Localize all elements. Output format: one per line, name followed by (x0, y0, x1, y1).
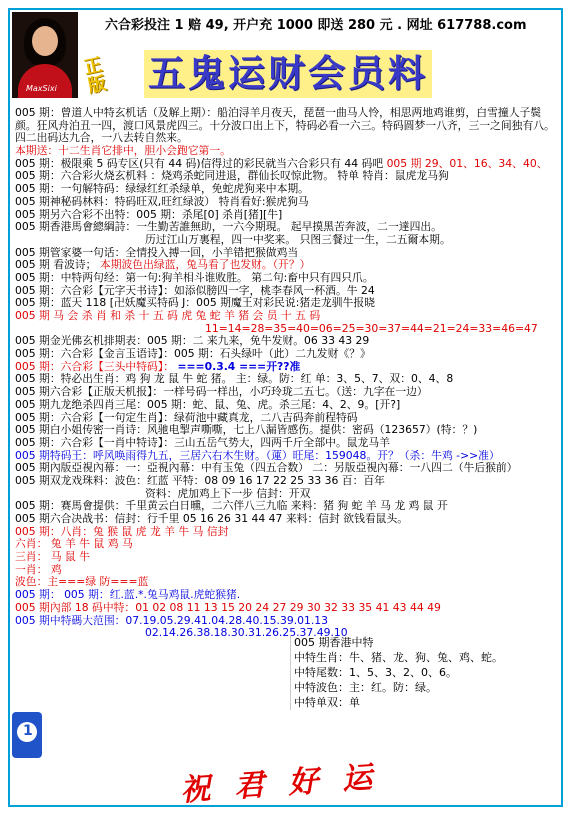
hk-special-box (290, 635, 544, 710)
text-line: 波色：主===绿 防===蓝 (15, 576, 149, 589)
text-line: 005 期九龙绝杀四肖三尾：005 期：蛇、鼠、兔、虎。杀三尾：4、2、9。[开?] (15, 398, 401, 411)
text-line: 005 期：一句解特码：绿绿红红杀绿单，免蛇虎狗来中本期。 (15, 183, 309, 196)
text-segment: 005 期：极限乘 5 码专区(只有 44 码)信得过的彩民就当六合彩只有 44 码吧 (15, 157, 384, 170)
text-segment: ===0.3.4 ===开??准 (177, 360, 301, 373)
text-segment: 005 期 看波诗； (15, 259, 97, 272)
text-line: 005 期特码王：呼风唤雨得九五，三居六右木生财。（蓮）旺尾：159048。开？（杀：牛鸡 ->>准） (15, 449, 500, 462)
text-line: 005 期：中特两句经：第一句:狗羊相斗谁败胜。 第二句:畜中只有四只爪。 (15, 271, 374, 284)
photo-tag: MaxSixi (26, 84, 57, 93)
text-line: 005 期双龙戏珠料：波色：红蓝 平特：08 09 16 17 22 25 33 36 百：百年 (15, 474, 385, 487)
text-line: 历过江山万裏程，四一中奖来。 只图三餐过一生，二五爾本期。 (145, 233, 451, 246)
text-segment: 005 期：六合彩【三头中特码】： (15, 360, 174, 373)
text-line: 三肖： 马 鼠 牛 (15, 551, 91, 564)
text-line: 02.14.26.38.18.30.31.26.25.37.49.10 (145, 627, 348, 640)
text-line: 005 期六合彩【正版天机报】：一样号码一样出，小巧玲珑二五七。（送：九字在一边） (15, 386, 428, 399)
text-segment: 005 期 29、01、16、34、40、 (386, 157, 548, 170)
text-line: 005 期中特碼大范围：07.19.05.29.41.04.28.40.15.39.01.13 (15, 614, 329, 627)
text-line: 005 期：特必出生肖：鸡 狗 龙 鼠 牛 蛇 猪。 主：绿。防：红 单：3、5、7、双：0、4、8 (15, 373, 454, 386)
content-body (15, 107, 558, 640)
footer-slogan: 祝君好运 (179, 758, 398, 809)
text-line: 005 期：六合彩【金言玉语诗】：005 期：石头绿叶（此）二九发财《？》 (15, 348, 371, 361)
text-line: 一肖： 鸡 (15, 563, 62, 576)
hk-box-zodiac: 中特生肖：牛、猪、龙、狗、兔、鸡、蛇。 (294, 651, 503, 664)
text-line (15, 158, 558, 171)
text-line: 005 期香港馬會總綱詩：一生勤苦誰無助，一六今期現。 起早摸黑苦奔波，二一達四出。 (15, 221, 442, 234)
lucky-logo-icon (12, 712, 42, 758)
photo-face (32, 26, 58, 56)
text-line: 11=14=28=35=40=06=25=30=37=44=21=24=33=46=47 (205, 322, 538, 335)
page-title: 五鬼运财会员料 (144, 50, 432, 98)
text-line: 005 期 马 会 杀 肖 和 杀 十 五 码 虎 兔 蛇 羊 猪 会 员 十 五 码 (15, 310, 321, 323)
text-line: 005 期神秘码林料：特码旺双,旺红绿波） 特肖看好:猴虎狗马 (15, 195, 309, 208)
text-line: 005 期六合决战书：信封：行千里 05 16 26 31 44 47 来料：信封 欲钱看鼠头。 (15, 513, 409, 526)
text-line: 005 期另六合彩不出特：005 期：杀尾[0] 杀肖[猪][牛] (15, 208, 283, 221)
text-line: 005 期：六合彩火烧玄机料 ：烧鸡杀蛇同进退，群仙长叹惊此物。 特单 特肖：鼠虎龙马狗 (15, 170, 449, 183)
text-line: 005 期：六合彩【一肖中特诗】：三山五岳气势大，四两千斤全部中。鼠龙马羊 (15, 436, 390, 449)
text-line: 资料：虎加鸡上下一步 信封：开双 (145, 487, 311, 500)
text-line: 本期送：十二生肖它排中，胆小会跑它第一。 (15, 145, 231, 158)
text-line: 005 期：赛馬會提供：千里黄云白日曛，二六伴八三九临 来料：猪 狗 蛇 羊 马 龙 鸡 鼠 开 (15, 500, 448, 513)
text-line: 005 期：曾道人中特玄机话（及解上期）：船泊浔羊月夜天，琵琶一曲马人怜，相思两地鸡谁剪，白雪撞人子鬓颜。狂风舟泊丑一四，渡口风景虎四三。十分波口出上下，特码必看一六三。特码圆梦一八齐，三一之间独有八。四二出码达九合，一八去转自然来。 (15, 107, 555, 145)
text-line: 005 期：六合彩【一句定生肖】：绿荷池中藏真龙，二八吉码奔前程特码 (15, 411, 358, 424)
text-line (15, 259, 558, 272)
text-line: 005 期白小姐传密一肖诗：风驰电掣声嘶嘶，七上八漏皆感伤。提供：密码（123657）(特：？) (15, 424, 478, 437)
text-line: 005 期： 005 期：红.蓝.*.兔马鸡鼠.虎蛇猴猪. (15, 589, 241, 602)
text-line: 005 期金光佛玄机排期表：005 期：二 来九来，免牛发财。06 33 43 29 (15, 335, 370, 348)
text-line: 005 期：蓝天 118 [卍妖魔买特码 J：005 期魔王对彩民说:猪走龙驯牛报晓 (15, 297, 375, 310)
hk-box-tail: 中特尾数：1、5、3、2、0、6。 (294, 666, 457, 679)
hk-box-parity: 中特单双：单 (294, 696, 360, 709)
logo-number: 1 (23, 723, 33, 739)
text-line: 005 期內部 18 码中特：01 02 08 11 13 15 20 24 27 29 30 32 33 35 41 43 44 49 (15, 601, 441, 614)
text-segment: 本期波色出绿蓝，兔马看了也发财。（开？） (99, 259, 311, 272)
avatar-photo (12, 12, 78, 98)
text-line: 005 期：八肖：兔 猴 鼠 虎 龙 羊 牛 马 信封 (15, 525, 229, 538)
zheng-ban-badge: 正版 (82, 54, 109, 98)
text-line: 005 期：六合彩【元字天书诗】：如添似膀四一字，桃李春风一杯酒。牛 24 (15, 284, 375, 297)
text-line: 005 期內版亞視內幕：一：亞視內幕：中有玉兔（四五合数） 二：另版亞視內幕：一八四二（牛后猴前） (15, 462, 518, 475)
hk-box-wave: 中特波色：主：红。防：绿。 (294, 681, 437, 694)
text-line: 六肖： 兔 羊 牛 鼠 鸡 马 (15, 538, 133, 551)
text-line (15, 361, 558, 374)
top-info-text: 六合彩投注 1 赔 49, 开户充 1000 即送 280 元 . 网址 617788.com (105, 18, 527, 33)
hk-box-title: 005 期香港中特 (294, 636, 374, 649)
header (10, 10, 561, 102)
text-line: 005 期管家婆一句话：全情投入搏一回，小羊错把猴做鸡当 (15, 246, 299, 259)
